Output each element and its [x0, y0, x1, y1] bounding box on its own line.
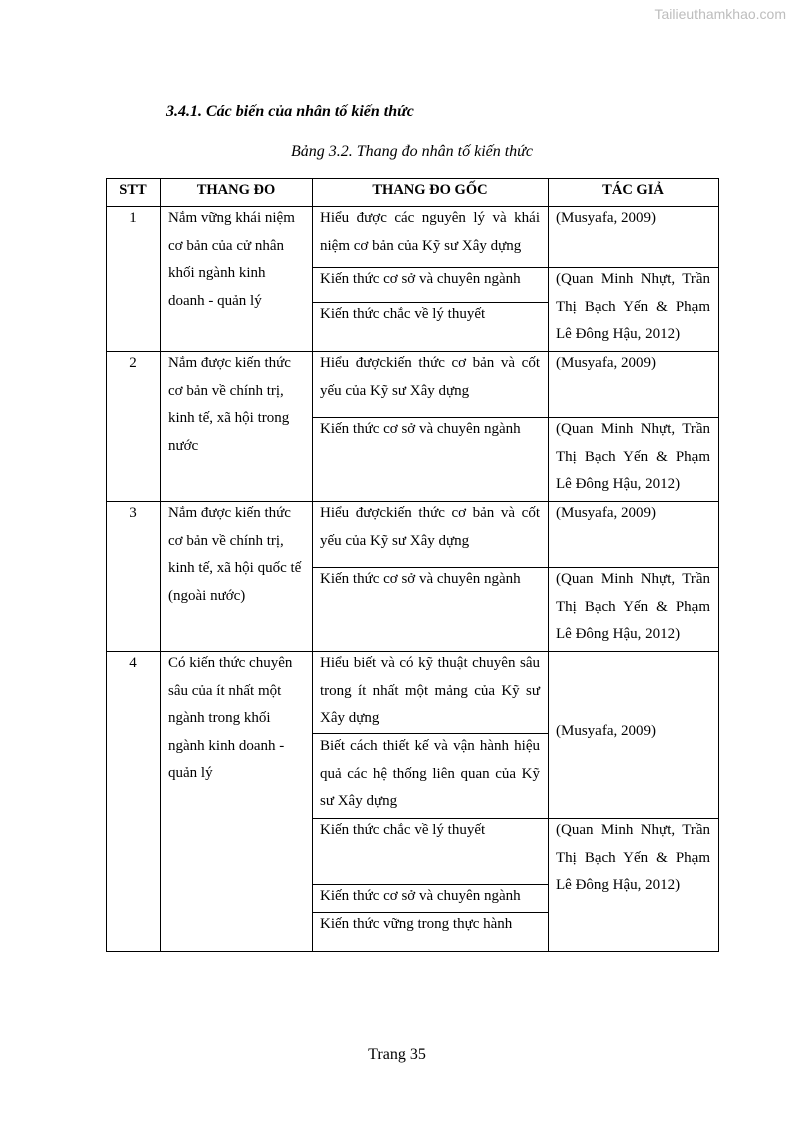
row-1-original-1: Hiểu được các nguyên lý và khái niệm cơ bản của Kỹ sư Xây dựng	[320, 210, 540, 254]
row-1-stt: 1	[129, 210, 137, 226]
row-2-author-1: (Musyafa, 2009)	[556, 355, 656, 371]
row-4-original-4: Kiến thức cơ sở và chuyên ngành	[320, 888, 521, 904]
row-1-author-1: (Musyafa, 2009)	[556, 210, 656, 226]
row-1-original-3: Kiến thức chắc về lý thuyết	[320, 306, 486, 322]
section-heading: 3.4.1. Các biến của nhân tố kiến thức	[166, 103, 414, 120]
row-3-scale: Nắm được kiến thức cơ bản về chính trị, kinh tế, xã hội quốc tế (ngoài nước)	[168, 505, 302, 604]
row-4-stt: 4	[129, 655, 137, 671]
header-stt: STT	[119, 182, 147, 198]
row-1-original-2: Kiến thức cơ sở và chuyên ngành	[320, 271, 521, 287]
header-author: TÁC GIẢ	[602, 182, 664, 198]
row-4-author-2: (Quan Minh Nhựt, Trần Thị Bạch Yến & Phạm Lê Đông Hậu, 2012)	[556, 822, 710, 894]
row-4-original-1: Hiểu biết và có kỹ thuật chuyên sâu trong ít nhất một mảng của Kỹ sư Xây dựng	[320, 655, 540, 727]
row-4-original-3: Kiến thức chắc về lý thuyết	[320, 822, 486, 838]
row-2-author-2: (Quan Minh Nhựt, Trần Thị Bạch Yến & Phạm Lê Đông Hậu, 2012)	[556, 421, 710, 493]
row-3-original-2: Kiến thức cơ sở và chuyên ngành	[320, 571, 521, 587]
row-4-original-5: Kiến thức vững trong thực hành	[320, 916, 513, 932]
row-1-author-2: (Quan Minh Nhựt, Trần Thị Bạch Yến & Phạm Lê Đông Hậu, 2012)	[556, 271, 710, 343]
row-2-original-2: Kiến thức cơ sở và chuyên ngành	[320, 421, 521, 437]
row-4-scale: Có kiến thức chuyên sâu của ít nhất một ngành trong khối ngành kinh doanh - quản lý	[168, 655, 293, 782]
row-2-stt: 2	[129, 355, 137, 371]
row-2-original-1: Hiểu đượckiến thức cơ bản và cốt yếu của Kỹ sư Xây dựng	[320, 355, 540, 399]
table-caption: Bảng 3.2. Thang đo nhân tố kiến thức	[290, 143, 534, 160]
header-original-scale: THANG ĐO GỐC	[372, 182, 488, 198]
row-3-stt: 3	[129, 505, 137, 521]
row-3-original-1: Hiểu đượckiến thức cơ bản và cốt yếu của Kỹ sư Xây dựng	[320, 505, 540, 549]
watermark: Tailieuthamkhao.com	[654, 6, 786, 22]
row-2-scale: Nắm được kiến thức cơ bản về chính trị, kinh tế, xã hội trong nước	[168, 355, 291, 454]
page-number: Trang 35	[368, 1046, 426, 1063]
row-4-author-1: (Musyafa, 2009)	[556, 723, 656, 739]
header-scale: THANG ĐO	[196, 182, 276, 198]
row-1-scale: Nắm vững khái niệm cơ bản của cử nhân khối ngành kinh doanh - quản lý	[168, 210, 295, 309]
row-4-original-2: Biết cách thiết kế và vận hành hiệu quả các hệ thống liên quan của Kỹ sư Xây dựng	[320, 738, 540, 810]
row-3-author-1: (Musyafa, 2009)	[556, 505, 656, 521]
row-3-author-2: (Quan Minh Nhựt, Trần Thị Bạch Yến & Phạm Lê Đông Hậu, 2012)	[556, 571, 710, 643]
